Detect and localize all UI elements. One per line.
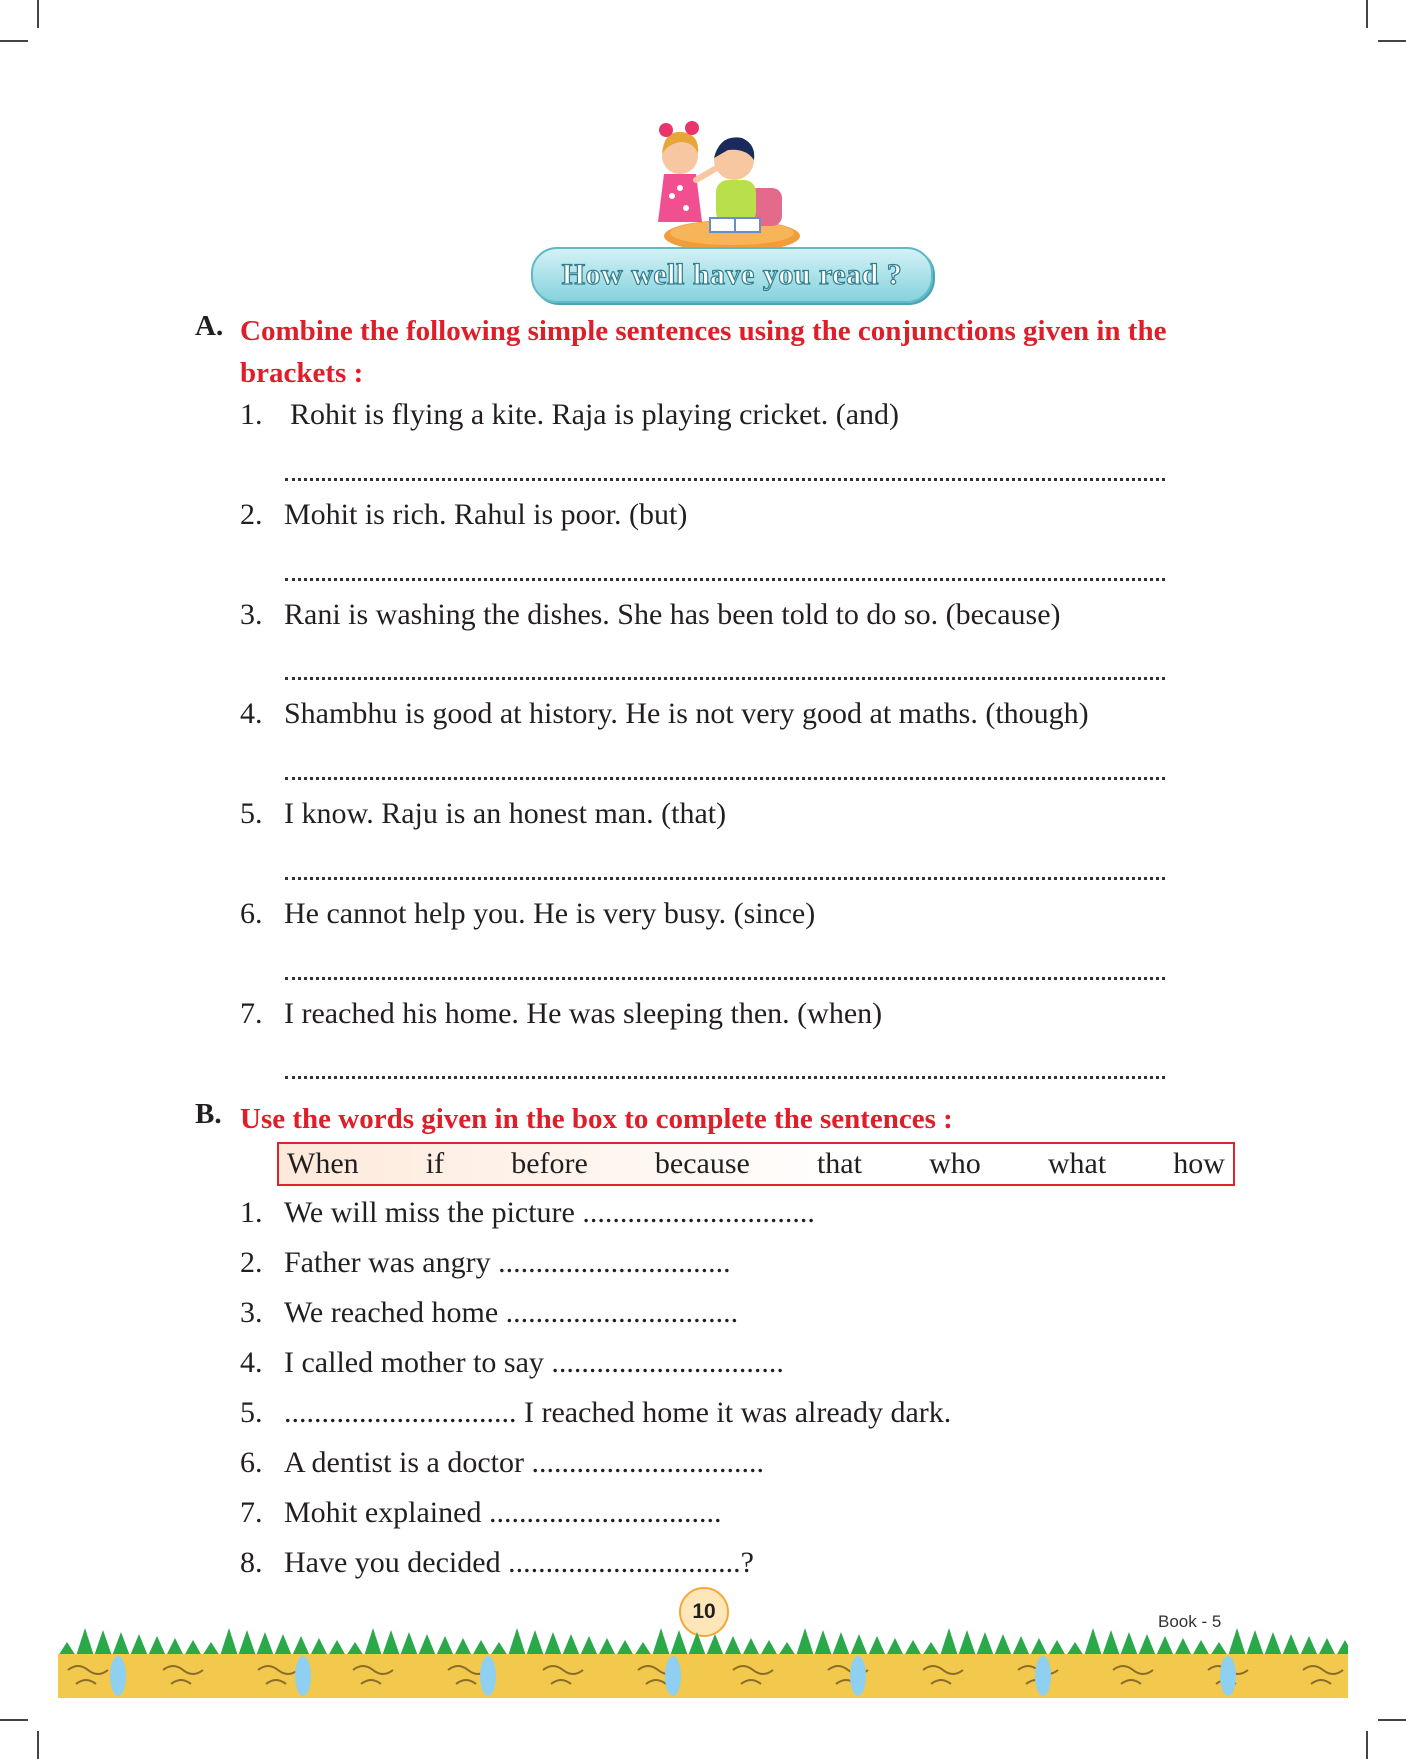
tree-shape bbox=[508, 1628, 526, 1656]
item-number: 5. bbox=[240, 797, 263, 830]
item-number: 3. bbox=[240, 598, 263, 631]
tree-shape bbox=[310, 1638, 328, 1656]
tree-shape bbox=[1012, 1636, 1030, 1656]
tree-shape bbox=[634, 1642, 652, 1656]
section-a-letter: A. bbox=[195, 310, 224, 342]
item-text: I know. Raju is an honest man. (that) bbox=[284, 797, 727, 830]
tree-shape bbox=[166, 1638, 184, 1656]
footer-landscape-decoration bbox=[58, 1618, 1348, 1698]
tree-shape bbox=[1066, 1642, 1084, 1656]
list-item bbox=[240, 1296, 738, 1330]
crop-mark bbox=[1366, 0, 1368, 28]
tree-shape bbox=[256, 1632, 274, 1656]
tree-shape bbox=[652, 1628, 670, 1656]
list-item bbox=[240, 1496, 721, 1530]
tree-shape bbox=[1192, 1640, 1210, 1656]
crop-mark bbox=[1378, 40, 1406, 42]
tree-shape bbox=[436, 1636, 454, 1656]
answer-line[interactable] bbox=[285, 777, 1165, 780]
item-text: We will miss the picture ............................... bbox=[284, 1196, 815, 1229]
answer-line[interactable] bbox=[285, 677, 1165, 680]
word-option: When bbox=[287, 1147, 359, 1180]
tree-shape bbox=[778, 1642, 796, 1656]
tree-shape bbox=[400, 1632, 418, 1656]
list-item bbox=[240, 1196, 815, 1230]
tree-shape bbox=[958, 1630, 976, 1656]
answer-line[interactable] bbox=[285, 1076, 1165, 1079]
tree-shape bbox=[1084, 1628, 1102, 1656]
answer-line[interactable] bbox=[285, 977, 1165, 980]
water-patch bbox=[480, 1656, 496, 1696]
section-a-heading: Combine the following simple sentences using the conjunctions given in the brackets : bbox=[240, 315, 1167, 389]
item-text: Mohit explained ............................... bbox=[284, 1496, 722, 1529]
tree-shape bbox=[1156, 1636, 1174, 1656]
tree-shape bbox=[796, 1628, 814, 1656]
item-number: 4. bbox=[240, 697, 263, 730]
tree-shape bbox=[418, 1634, 436, 1656]
tree-shape bbox=[238, 1630, 256, 1656]
water-patch bbox=[665, 1656, 681, 1696]
crop-mark bbox=[0, 40, 28, 42]
tree-shape bbox=[454, 1638, 472, 1656]
tree-shape bbox=[220, 1628, 238, 1656]
item-number: 7. bbox=[240, 997, 263, 1030]
list-item bbox=[240, 598, 1061, 632]
crop-mark bbox=[1366, 1731, 1368, 1759]
word-option: that bbox=[816, 1147, 862, 1180]
item-text: Rohit is flying a kite. Raja is playing cricket. (and) bbox=[290, 398, 900, 431]
tree-shape bbox=[130, 1634, 148, 1656]
children-reading-illustration bbox=[650, 118, 800, 258]
tree-shape bbox=[202, 1642, 220, 1656]
item-number: 6. bbox=[240, 1446, 263, 1479]
answer-line[interactable] bbox=[285, 478, 1165, 481]
tree-shape bbox=[112, 1632, 130, 1656]
page-number: 10 bbox=[679, 1587, 729, 1637]
crop-mark bbox=[0, 1719, 28, 1721]
item-number: 7. bbox=[240, 1496, 263, 1529]
tree-shape bbox=[1030, 1638, 1048, 1656]
tree-shape bbox=[94, 1630, 112, 1656]
tree-shape bbox=[616, 1640, 634, 1656]
item-number: 1. bbox=[240, 398, 263, 431]
tree-shape bbox=[832, 1632, 850, 1656]
item-number: 5. bbox=[240, 1396, 263, 1429]
tree-shape bbox=[364, 1628, 382, 1656]
word-option: before bbox=[511, 1147, 588, 1180]
list-item bbox=[240, 398, 899, 432]
tree-shape bbox=[814, 1630, 832, 1656]
tree-shape bbox=[346, 1642, 364, 1656]
book-label: Book - 5 bbox=[1158, 1612, 1222, 1631]
tree-shape bbox=[940, 1628, 958, 1656]
water-patch bbox=[850, 1656, 866, 1696]
list-item bbox=[240, 1246, 731, 1280]
tree-shape bbox=[292, 1636, 310, 1656]
item-text: I reached his home. He was sleeping then. (when) bbox=[284, 997, 883, 1030]
tree-shape bbox=[1174, 1638, 1192, 1656]
item-text: We reached home ............................... bbox=[284, 1296, 739, 1329]
section-b-letter: B. bbox=[195, 1098, 222, 1130]
tree-shape bbox=[1246, 1630, 1264, 1656]
crop-mark bbox=[37, 0, 39, 28]
word-option: what bbox=[1047, 1147, 1107, 1180]
item-text: I called mother to say ............................... bbox=[284, 1346, 784, 1379]
tree-shape bbox=[1120, 1632, 1138, 1656]
tree-shape bbox=[1102, 1630, 1120, 1656]
tree-shape bbox=[490, 1642, 508, 1656]
tree-shape bbox=[580, 1636, 598, 1656]
water-patch bbox=[1035, 1656, 1051, 1696]
word-option: how bbox=[1173, 1147, 1225, 1180]
item-number: 6. bbox=[240, 897, 263, 930]
tree-shape bbox=[688, 1632, 706, 1656]
tree-shape bbox=[562, 1634, 580, 1656]
tree-shape bbox=[724, 1636, 742, 1656]
item-number: 3. bbox=[240, 1296, 263, 1329]
tree-shape bbox=[868, 1636, 886, 1656]
tree-shape bbox=[670, 1630, 688, 1656]
item-text: Mohit is rich. Rahul is poor. (but) bbox=[284, 498, 688, 531]
tree-shape bbox=[1048, 1640, 1066, 1656]
water-patch bbox=[295, 1656, 311, 1696]
tree-shape bbox=[1138, 1634, 1156, 1656]
item-number: 1. bbox=[240, 1196, 263, 1229]
tree-shape bbox=[1282, 1634, 1300, 1656]
item-number: 2. bbox=[240, 1246, 263, 1279]
item-number: 8. bbox=[240, 1546, 263, 1579]
item-text: He cannot help you. He is very busy. (since) bbox=[284, 897, 816, 930]
water-patch bbox=[1220, 1656, 1236, 1696]
tree-shape bbox=[382, 1630, 400, 1656]
tree-shape bbox=[472, 1640, 490, 1656]
list-item bbox=[240, 797, 726, 831]
tree-shape bbox=[706, 1634, 724, 1656]
list-item bbox=[240, 1346, 784, 1380]
list-item bbox=[240, 697, 1089, 731]
tree-shape bbox=[328, 1640, 346, 1656]
tree-shape bbox=[1228, 1628, 1246, 1656]
item-text: Shambhu is good at history. He is not very good at maths. (though) bbox=[284, 697, 1089, 730]
crop-mark bbox=[37, 1731, 39, 1759]
tree-shape bbox=[58, 1642, 76, 1656]
tree-shape bbox=[526, 1630, 544, 1656]
tree-shape bbox=[274, 1634, 292, 1656]
tree-shape bbox=[994, 1634, 1012, 1656]
list-item bbox=[240, 997, 882, 1031]
word-option: who bbox=[929, 1147, 981, 1180]
word-option: if bbox=[425, 1147, 445, 1180]
list-item bbox=[240, 1396, 951, 1430]
tree-shape bbox=[1210, 1642, 1228, 1656]
tree-shape bbox=[904, 1640, 922, 1656]
tree-shape bbox=[76, 1628, 94, 1656]
tree-shape bbox=[886, 1638, 904, 1656]
item-text: ............................... I reached home it was already dark. bbox=[284, 1396, 952, 1429]
item-number: 4. bbox=[240, 1346, 263, 1379]
word-option: because bbox=[654, 1147, 750, 1180]
section-b-heading: Use the words given in the box to complete the sentences : bbox=[240, 1103, 953, 1135]
tree-shape bbox=[148, 1636, 166, 1656]
item-number: 2. bbox=[240, 498, 263, 531]
list-item bbox=[240, 1446, 764, 1480]
item-text: Father was angry ............................... bbox=[284, 1246, 731, 1279]
tree-shape bbox=[1300, 1636, 1318, 1656]
water-patch bbox=[110, 1656, 126, 1696]
tree-shape bbox=[1336, 1640, 1348, 1656]
tree-shape bbox=[760, 1640, 778, 1656]
list-item bbox=[240, 897, 815, 931]
tree-shape bbox=[1318, 1638, 1336, 1656]
tree-shape bbox=[850, 1634, 868, 1656]
item-text: A dentist is a doctor ............................... bbox=[284, 1446, 764, 1479]
tree-shape bbox=[976, 1632, 994, 1656]
answer-line[interactable] bbox=[285, 877, 1165, 880]
tree-shape bbox=[184, 1640, 202, 1656]
item-text: Have you decided ...............................? bbox=[284, 1546, 754, 1579]
title-banner bbox=[531, 247, 933, 303]
list-item bbox=[240, 498, 687, 532]
tree-shape bbox=[1264, 1632, 1282, 1656]
tree-shape bbox=[742, 1638, 760, 1656]
tree-shape bbox=[598, 1638, 616, 1656]
item-text: Rani is washing the dishes. She has been told to do so. (because) bbox=[284, 598, 1061, 631]
list-item bbox=[240, 1546, 754, 1580]
answer-line[interactable] bbox=[285, 578, 1165, 581]
crop-mark bbox=[1378, 1719, 1406, 1721]
banner-title: How well have you read ? bbox=[561, 258, 903, 291]
tree-shape bbox=[922, 1642, 940, 1656]
tree-shape bbox=[544, 1632, 562, 1656]
word-box bbox=[277, 1142, 1235, 1186]
